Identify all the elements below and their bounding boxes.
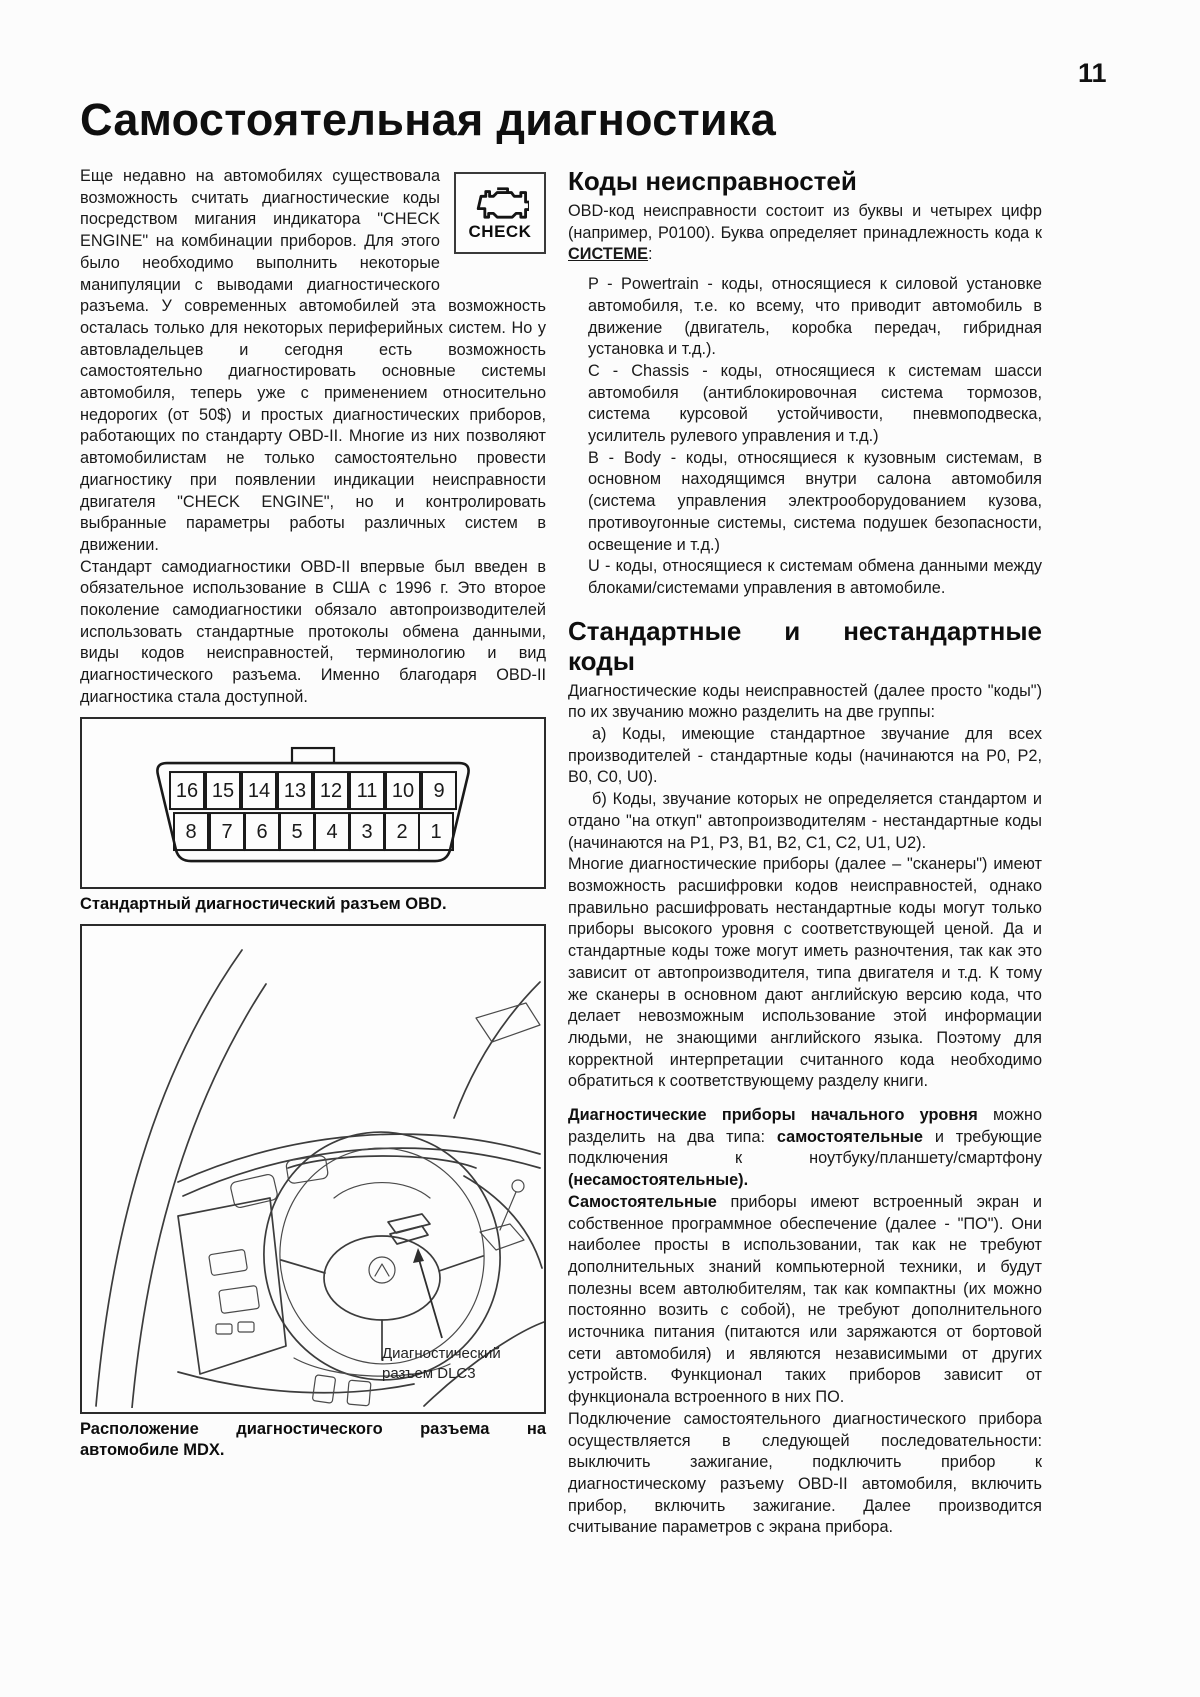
code-item-chassis: C - Chassis - коды, относящиеся к системам шасси автомобиля (антиблокировочная система тормозов, система курсовой устойчивости, пневмоподвеска, усилитель рулевого управления и т.д.) bbox=[588, 361, 1042, 446]
section1-intro bbox=[568, 201, 1042, 266]
connection-paragraph: Подключение самостоятельного диагностического прибора осуществляется в следующей последовательности: выключить зажигание, подключить прибор к диагностическому разъему OBD-II автомобиля, включить прибор, включить зажигание. Далее производится считывание параметров с экрана прибора. bbox=[568, 1409, 1042, 1537]
dlc3-arrow bbox=[413, 1248, 442, 1338]
section2-heading: Стандартные и нестандартные коды bbox=[568, 615, 1042, 676]
left-paragraph-2: Стандарт самодиагностики OBD-II впервые был введен в обязательное использование в США с 1996 г. Это второе поколение самодиагностики обязало автопроизводителей использовать стандартные протоколы обмена данными, виды кодов неисправностей, терминологию и вид диагностического разъема. Именно благодаря OBD-II диагностика стала доступной. bbox=[80, 557, 546, 706]
two-column-layout bbox=[80, 166, 1042, 1539]
obd-figure-caption: Стандартный диагностический разъем OBD. bbox=[80, 894, 447, 913]
obd-pin-4: 4 bbox=[326, 820, 338, 843]
code-item-powertrain: P - Powertrain - коды, относящиеся к силовой установке автомобиля, т.е. ко всему, что приводит автомобиль в движение (двигатель, коробка передач, гибридная установка и т.д.). bbox=[588, 275, 1042, 359]
obd-connector-figure bbox=[80, 717, 546, 889]
intro-paragraph-wrap bbox=[80, 166, 546, 557]
car-interior-drawing bbox=[82, 926, 544, 1408]
left-paragraph-1: Еще недавно на автомобилях существовала возможность считать диагностические коды посредством мигания индикатора "CHECK ENGINE" на комбинации приборов. Для этого было необходимо выполнить некоторые манипуляции с выводами диагностического разъема. У современных автомобилей эта возможность осталась только для некоторых периферийных систем. Но у автовладельцев и сегодня есть возможность самостоятельно диагностировать основные системы автомобиля, теперь уже с применением относительно недорогих (от 50$) и простых диагностических приборов, работающих по стандарту OBD-II. Многие из них позволяют автомобилистам не только самостоятельно провести диагностику при появлении индикации неисправности двигателя "CHECK ENGINE", но и контролировать выбранные параметры работы различных систем в движении. bbox=[80, 167, 546, 554]
device-types-paragraph bbox=[568, 1105, 1042, 1192]
device-types-text2: и требующие подключения к ноутбуку/планшету/смартфону bbox=[568, 1127, 1042, 1168]
device-types-standalone: самостоятельные bbox=[776, 1127, 923, 1146]
dlc3-label-line2: разъем DLC3 bbox=[382, 1365, 476, 1383]
check-engine-icon bbox=[471, 184, 529, 220]
obd-connector-drawing bbox=[138, 745, 488, 871]
obd-pin-16: 16 bbox=[175, 779, 199, 802]
obd-pin-12: 12 bbox=[319, 779, 343, 802]
obd-pin-5: 5 bbox=[291, 820, 303, 843]
dlc3-connector bbox=[388, 1214, 430, 1244]
obd-pin-11: 11 bbox=[356, 779, 378, 802]
section1-intro-underlined: СИСТЕМЕ bbox=[568, 245, 649, 264]
right-column bbox=[568, 166, 1042, 1539]
code-item-body: B - Body - коды, относящиеся к кузовным системам, в основном находящимся внутри салона автомобиля (система управления электрооборудованием кузова, противоугонные системы, система подушек безопасности, освещение и т.д.) bbox=[588, 448, 1042, 554]
page-number: 11 bbox=[1078, 58, 1107, 88]
obd-pin-14: 14 bbox=[247, 779, 271, 802]
mdx-dashboard-figure bbox=[80, 924, 546, 1414]
standalone-paragraph bbox=[568, 1192, 1042, 1409]
obd-pin-7: 7 bbox=[221, 820, 233, 843]
section2-item-b: б) Коды, звучание которых не определяется стандартом и отдано "на откуп" автопроизводителям - нестандартные коды (начинаются на P1, P3, B1, B2, C1, C2, U1, U2). bbox=[568, 790, 1042, 852]
page-title: Самостоятельная диагностика bbox=[80, 94, 777, 145]
device-types-lead: Диагностические приборы начального уровня bbox=[568, 1106, 978, 1125]
section2-paragraph-1: Диагностические коды неисправностей (далее просто "коды") по их звучанию можно разделить на две группы: bbox=[568, 681, 1042, 722]
device-types-text1: можно разделить на два типа: bbox=[568, 1106, 1042, 1146]
obd-pin-1: 1 bbox=[430, 820, 442, 843]
section2-paragraph-2: Многие диагностические приборы (далее – "сканеры") имеют возможность расшифровки кодов неисправностей, однако правильно расшифровать нестандартные коды могут только приборы высокого уровня с соответствующей ценой. Да и стандартные коды тоже могут иметь разночтения, так как это зависит от автопроизводителя, типа двигателя и т.д. К тому же сканеры в основном дают английскую версию кода, что делает невозможным использование этой информации людьми, не знающими английского языка. Поэтому для корректной интерпретации считанного кода необходимо обратиться к соответствующему разделу книги. bbox=[568, 855, 1042, 1091]
obd-pin-13: 13 bbox=[283, 779, 307, 802]
standalone-text: приборы имеют встроенный экран и собственное программное обеспечение (далее - "ПО"). Они наиболее просты в использовании, так как не требуют дополнительных знаний компьютерной техники, и будут полезны всем автолюбителям, так как компактны (их можно постоянно возить с собой), не требуют дополнительного источника питания (питаются или заряжаются от бортовой сети автомобиля) и являются независимыми от других устройств. Функционал таких приборов зависит от функционала встроенного в них ПО. bbox=[568, 1192, 1042, 1407]
obd-pin-2: 2 bbox=[396, 820, 408, 843]
check-engine-label: CHECK bbox=[468, 221, 532, 241]
section2-item-a: а) Коды, имеющие стандартное звучание для всех производителей - стандартные коды (начинаются на P0, P2, B0, C0, U0). bbox=[568, 725, 1042, 787]
obd-pin-9: 9 bbox=[433, 779, 445, 802]
obd-pin-15: 15 bbox=[211, 779, 235, 802]
code-item-network: U - коды, относящиеся к системам обмена данными между блоками/системами управления в автомобиле. bbox=[588, 557, 1042, 597]
section1-heading: Коды неисправностей bbox=[568, 166, 857, 196]
standalone-lead: Самостоятельные bbox=[568, 1192, 717, 1211]
section1-intro-after: : bbox=[648, 245, 653, 264]
device-types-dependent: (несамостоятельные). bbox=[568, 1171, 749, 1190]
left-column bbox=[80, 166, 546, 1460]
obd-pin-6: 6 bbox=[256, 820, 268, 843]
obd-pin-3: 3 bbox=[361, 820, 373, 843]
section1-intro-before: OBD-код неисправности состоит из буквы и четырех цифр (например, P0100). Буква определяет принадлежность кода к bbox=[568, 202, 1042, 242]
check-engine-indicator-box bbox=[454, 172, 546, 254]
obd-pin-8: 8 bbox=[185, 820, 197, 843]
mdx-figure-caption: Расположение диагностического разъема на автомобиле MDX. bbox=[80, 1420, 546, 1459]
dlc3-label-line1: Диагностический bbox=[382, 1345, 501, 1363]
obd-pin-10: 10 bbox=[391, 779, 415, 802]
